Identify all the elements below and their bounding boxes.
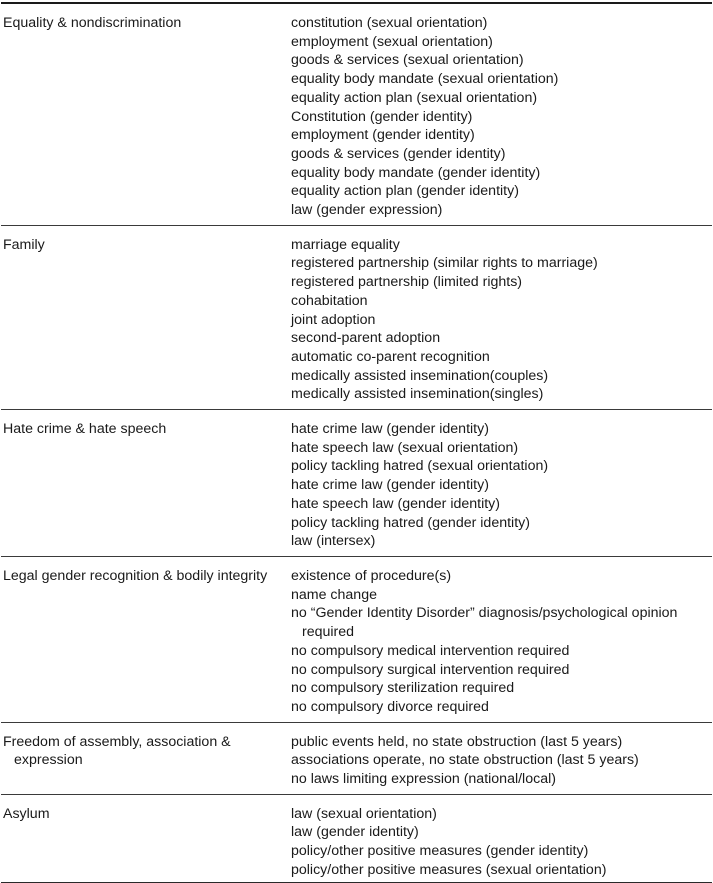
indicator-item: hate crime law (gender identity) bbox=[291, 421, 489, 438]
indicator-item: hate speech law (gender identity) bbox=[291, 495, 500, 512]
category-cell bbox=[1, 420, 291, 551]
indicator-item: Constitution (gender identity) bbox=[291, 108, 473, 125]
indicator-list bbox=[291, 733, 712, 789]
category-cell bbox=[1, 805, 291, 880]
indicator-item: associations operate, no state obstruction (last 5 years) bbox=[291, 752, 639, 769]
indicator-item: equality body mandate (sexual orientation) bbox=[291, 71, 559, 88]
indicator-item: no compulsory surgical intervention required bbox=[291, 661, 570, 678]
indicator-list bbox=[291, 14, 712, 220]
indicator-item: policy/other positive measures (sexual orientation) bbox=[291, 861, 607, 878]
category-cell bbox=[1, 14, 291, 220]
indicator-item: employment (gender identity) bbox=[291, 127, 475, 144]
category-cell bbox=[1, 236, 291, 404]
indicator-item: medically assisted insemination(couples) bbox=[291, 367, 549, 384]
indicator-item: law (intersex) bbox=[291, 533, 376, 550]
indicator-item: constitution (sexual orientation) bbox=[291, 15, 488, 31]
indicator-item: policy tackling hatred (gender identity) bbox=[291, 514, 530, 531]
indicator-item: no compulsory divorce required bbox=[291, 698, 489, 715]
indicator-item: equality body mandate (gender identity) bbox=[291, 164, 541, 181]
category-label: Legal gender recognition & bodily integrity bbox=[3, 567, 268, 584]
indicator-item: registered partnership (limited rights) bbox=[291, 274, 523, 291]
indicator-list bbox=[291, 420, 712, 551]
indicator-table bbox=[1, 2, 712, 883]
category-cell bbox=[1, 733, 291, 789]
category-label: Hate crime & hate speech bbox=[3, 421, 167, 438]
indicator-list bbox=[291, 567, 712, 717]
indicator-item: no compulsory sterilization required bbox=[291, 680, 515, 697]
category-label: Freedom of assembly, association & expression bbox=[3, 733, 231, 769]
indicator-item: cohabitation bbox=[291, 292, 368, 309]
indicator-item: goods & services (gender identity) bbox=[291, 145, 506, 162]
indicator-item: joint adoption bbox=[291, 311, 376, 328]
indicator-item: medically assisted insemination(singles) bbox=[291, 386, 544, 403]
indicator-item: second-parent adoption bbox=[291, 330, 441, 347]
category-label: Family bbox=[3, 236, 45, 253]
category-cell bbox=[1, 567, 291, 717]
indicator-item: law (sexual orientation) bbox=[291, 805, 437, 822]
indicator-item: equality action plan (gender identity) bbox=[291, 183, 519, 200]
indicator-item: no laws limiting expression (national/local) bbox=[291, 771, 556, 788]
indicator-item: equality action plan (sexual orientation) bbox=[291, 89, 538, 106]
category-label: Asylum bbox=[3, 805, 50, 822]
indicator-item: hate crime law (gender identity) bbox=[291, 477, 489, 494]
indicator-item: goods & services (sexual orientation) bbox=[291, 52, 524, 69]
indicator-item: automatic co-parent recognition bbox=[291, 348, 490, 365]
table-section-asylum bbox=[1, 795, 712, 883]
indicator-item: registered partnership (similar rights to marriage) bbox=[291, 255, 598, 272]
indicator-item: existence of procedure(s) bbox=[291, 567, 452, 584]
indicator-item: hate speech law (sexual orientation) bbox=[291, 439, 519, 456]
category-label: Equality & nondiscrimination bbox=[3, 15, 182, 31]
table-section-freedom-of-assembly bbox=[1, 723, 712, 795]
table-section-legal-gender-recognition bbox=[1, 557, 712, 723]
table-section-equality bbox=[1, 4, 712, 226]
indicator-list bbox=[291, 805, 712, 880]
indicator-item: policy/other positive measures (gender identity) bbox=[291, 843, 589, 860]
indicator-item: law (gender expression) bbox=[291, 202, 443, 219]
indicator-item: no “Gender Identity Disorder” diagnosis/psychological opinion required bbox=[291, 605, 678, 641]
indicator-item: no compulsory medical intervention required bbox=[291, 642, 570, 659]
indicator-item: law (gender identity) bbox=[291, 824, 419, 841]
table-section-family bbox=[1, 226, 712, 410]
indicator-item: public events held, no state obstruction (last 5 years) bbox=[291, 733, 623, 750]
indicator-item: marriage equality bbox=[291, 236, 400, 253]
table-section-hate-crime bbox=[1, 410, 712, 557]
indicator-item: policy tackling hatred (sexual orientation) bbox=[291, 458, 549, 475]
indicator-item: name change bbox=[291, 586, 377, 603]
indicator-item: employment (sexual orientation) bbox=[291, 33, 493, 50]
indicator-list bbox=[291, 236, 712, 404]
